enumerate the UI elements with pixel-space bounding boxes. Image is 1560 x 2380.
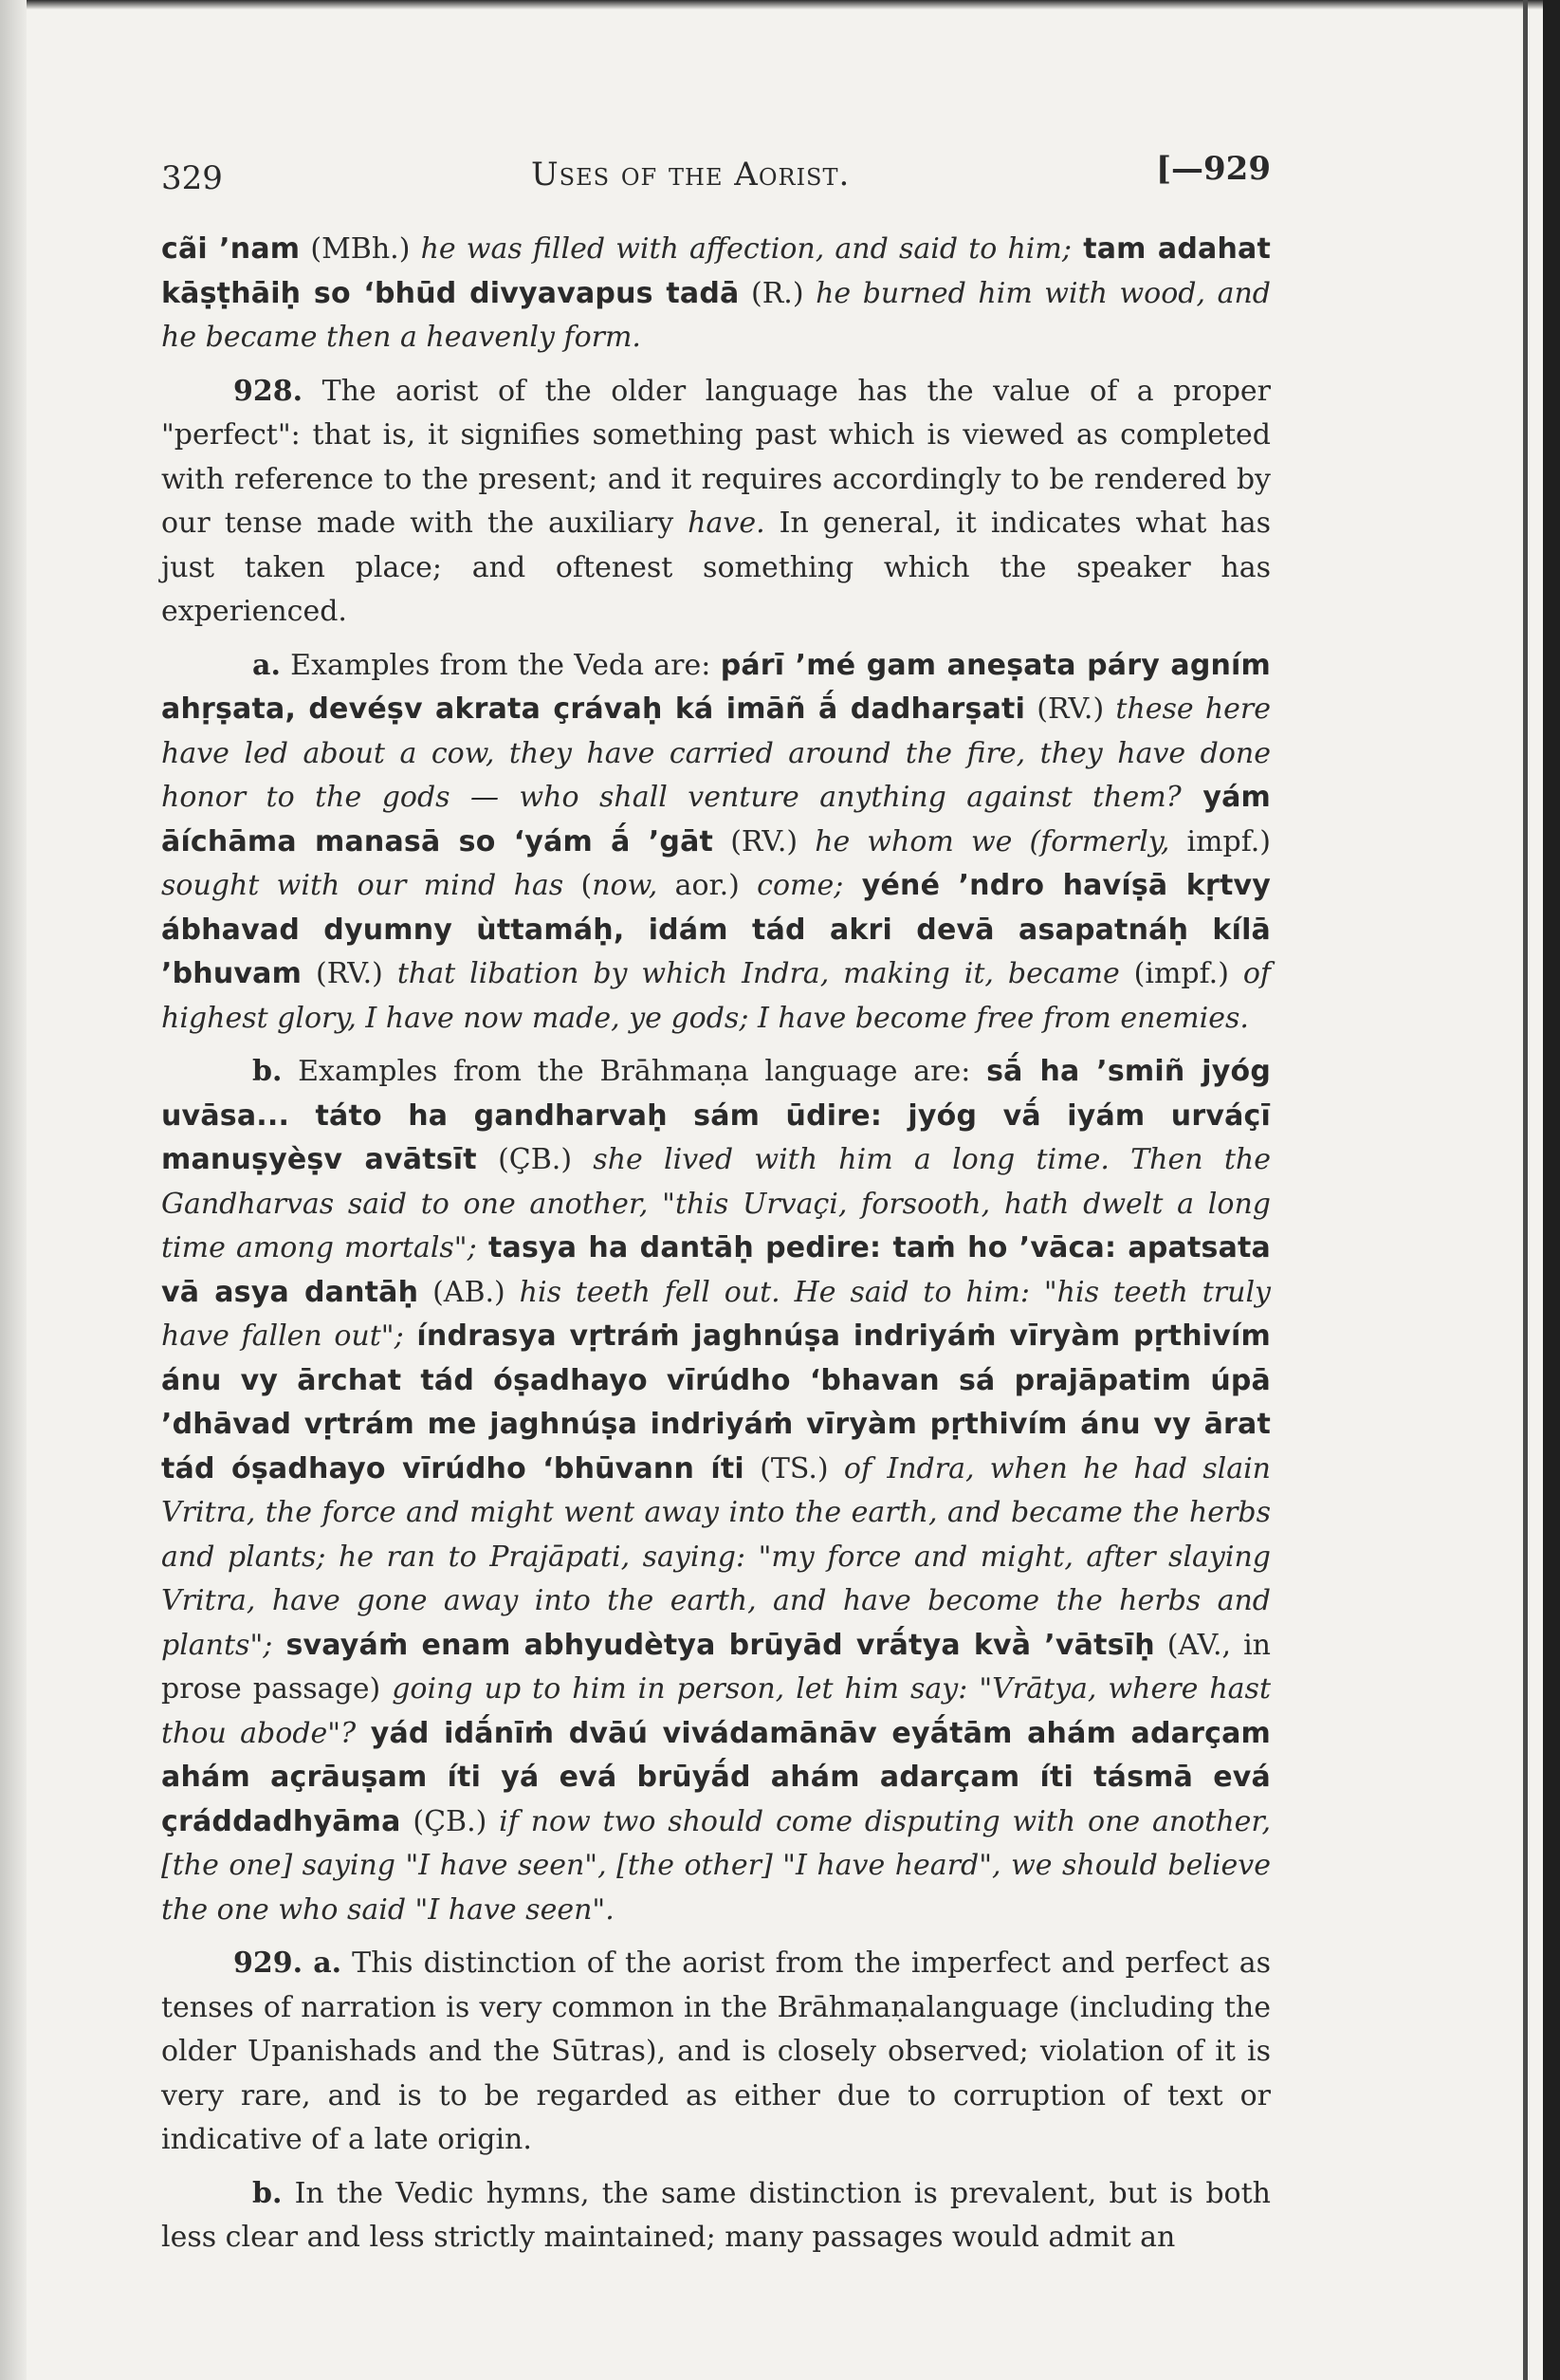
citation: (TS.) <box>743 1451 844 1485</box>
subsection-label: a. <box>313 1946 342 1980</box>
citation: (ÇB.) <box>400 1804 500 1838</box>
body-text <box>161 228 1271 2260</box>
sanskrit-text: tam adahat kāṣṭhāiḥ so ‘bhūd divyavapus tadā <box>161 232 1271 310</box>
scan-edge-right <box>1543 0 1560 2380</box>
section-reference: [—929 <box>1155 150 1271 188</box>
sanskrit-text: yád idā́nīṁ dvāú vivádamānāv eyā́tām ahám adarçam ahám açrāuṣam íti yá evá brūyā́d ahám adarçam íti tásmā evá çráddadhyāma <box>161 1716 1271 1838</box>
translation: going up to him in person, let him say: "Vrātya, where hast thou abode"? <box>161 1672 1272 1750</box>
translation: if now two should come disputing with one another, [the one] saying "I have seen", [the other] "I have heard", we should believe the one who said "I have seen". <box>161 1804 1271 1927</box>
citation: impf.) <box>1169 824 1271 858</box>
citation: aor.) <box>657 869 758 902</box>
citation: (RV.) <box>713 824 816 858</box>
citation: (R.) <box>739 276 817 310</box>
translation: he burned him with wood, and he became then a heavenly form. <box>161 276 1271 354</box>
translation: now, <box>592 869 658 902</box>
translation: of Indra, when he had slain Vritra, the force and might went away into the earth, and became the herbs and plants; he ran to Prajāpati, saying: "my force and might, after slaying Vritra, have gone away into the earth, and have become the herbs and plants"; <box>161 1451 1271 1662</box>
subsection-label: b. <box>252 1055 283 1088</box>
citation: (RV.) <box>1025 692 1116 726</box>
scan-edge-top <box>0 0 1560 9</box>
emphasis: have. <box>688 507 765 540</box>
scan-edge-inner-line <box>1523 0 1528 2380</box>
paragraph-928b <box>161 1050 1271 1932</box>
sanskrit-text: yéné ’ndro havíṣā kṛtvy ábhavad dyumny ùttamáḥ, idám tád akri devā asapatnáḥ kílā ’bhuvam <box>161 869 1271 990</box>
translation: sought with our mind has <box>161 869 564 902</box>
sanskrit-text: yám āíchāma manasā so ‘yám ā́ ’gāt <box>161 781 1271 858</box>
paragraph-928a <box>161 644 1271 1042</box>
paragraph-text: In the Vedic hymns, the same distinction is prevalent, but is both less clear and less strictly maintained; many passages would admit an <box>161 2176 1271 2254</box>
sanskrit-text: índrasya vṛtráṁ jaghnúṣa indriyáṁ vīryàm pṛthivím ánu vy ārchat tád óṣadhayo vīrúdho ‘bhavan sá prajāpatim úpā ’dhāvad vṛtrám me jaghnúṣa indriyáṁ vīryàm pṛthivím ánu vy ārat tád óṣadhayo vīrúdho ‘bhūvann íti <box>161 1319 1271 1485</box>
citation: (AB.) <box>418 1275 520 1309</box>
sanskrit-text: tasya ha dantāḥ pedire: taṁ ho ’vāca: apatsata vā asya dantāḥ <box>161 1231 1271 1309</box>
section-number: 928. <box>233 374 303 408</box>
subsection-label: b. <box>252 2176 283 2210</box>
running-title: Uses of the Aorist. <box>531 156 851 194</box>
paragraph-928 <box>161 370 1271 635</box>
paragraph-text: Examples from the Veda are: <box>280 648 721 682</box>
citation: (RV.) <box>302 957 397 990</box>
translation: she lived with him a long time. Then the Gandharvas said to one another, "this Urvaçi, forsooth, hath dwelt a long time among mortals"; <box>161 1143 1271 1264</box>
citation: (impf.) <box>1119 957 1243 990</box>
paragraph-continuation <box>161 228 1271 360</box>
sanskrit-text: sā́ ha ’smiñ jyóg uvāsa... táto ha gandharvaḥ sám ūdire: jyóg vā́ iyám urváçī manuṣyèṣv avātsīt <box>161 1055 1271 1176</box>
page-header <box>161 133 1271 197</box>
book-page <box>161 133 1271 2260</box>
paragraph-text: The aorist of the older language has the value of a proper "perfect": that is, it signifies something past which is viewed as completed with reference to the present; and it requires accordingly to be rendered by our tense made with the auxiliary <box>161 374 1271 540</box>
scan-edge-left <box>0 0 27 2380</box>
sanskrit-text: cãi ’nam <box>161 232 301 266</box>
subsection-label: a. <box>252 648 281 682</box>
translation: he whom we (formerly, <box>815 824 1170 858</box>
paragraph-929a <box>161 1942 1271 2163</box>
citation: (MBh.) <box>300 232 421 266</box>
paragraph-929b <box>161 2172 1271 2260</box>
sanskrit-text: párī ’mé gam aneṣata páry agním ahṛṣata, devéṣv akrata çrávaḥ ká imāñ ā́ dadharṣati <box>161 648 1271 726</box>
translation: these here have led about a cow, they have carried around the fire, they have done honor to the gods — who shall venture anything against them? <box>161 692 1271 814</box>
translation: his teeth fell out. He said to him: "his teeth truly have fallen out"; <box>161 1275 1271 1353</box>
translation: of highest glory, I have now made, ye gods; I have become free from enemies. <box>161 957 1272 1035</box>
citation: (ÇB.) <box>476 1143 594 1176</box>
translation: he was filled with affection, and said to him; <box>420 232 1072 266</box>
paragraph-text: This distinction of the aorist from the imperfect and perfect as tenses of narration is very common in the Brāhmaṇalanguage (including the older Upanishads and the Sūtras), and is closely observed; violation of it is very rare, and is to be regarded as either due to corruption of text or indicative of a late origin. <box>161 1946 1271 2156</box>
translation: that libation by which Indra, making it, became <box>396 957 1120 990</box>
translation: come; <box>757 869 844 902</box>
page-number: 329 <box>161 159 223 197</box>
sanskrit-text: svayáṁ enam abhyudètya brūyād vrā́tya kvā̀ ’vātsīḥ <box>272 1628 1155 1662</box>
section-number: 929. <box>233 1946 303 1980</box>
paragraph-text: Examples from the Brāhmaṇa language are: <box>282 1055 987 1088</box>
paragraph-text: In general, it indicates what has just taken place; and oftenest something which the speaker has experienced. <box>161 507 1271 628</box>
citation: (AV., in prose passage) <box>161 1628 1271 1706</box>
citation: ( <box>563 869 593 902</box>
